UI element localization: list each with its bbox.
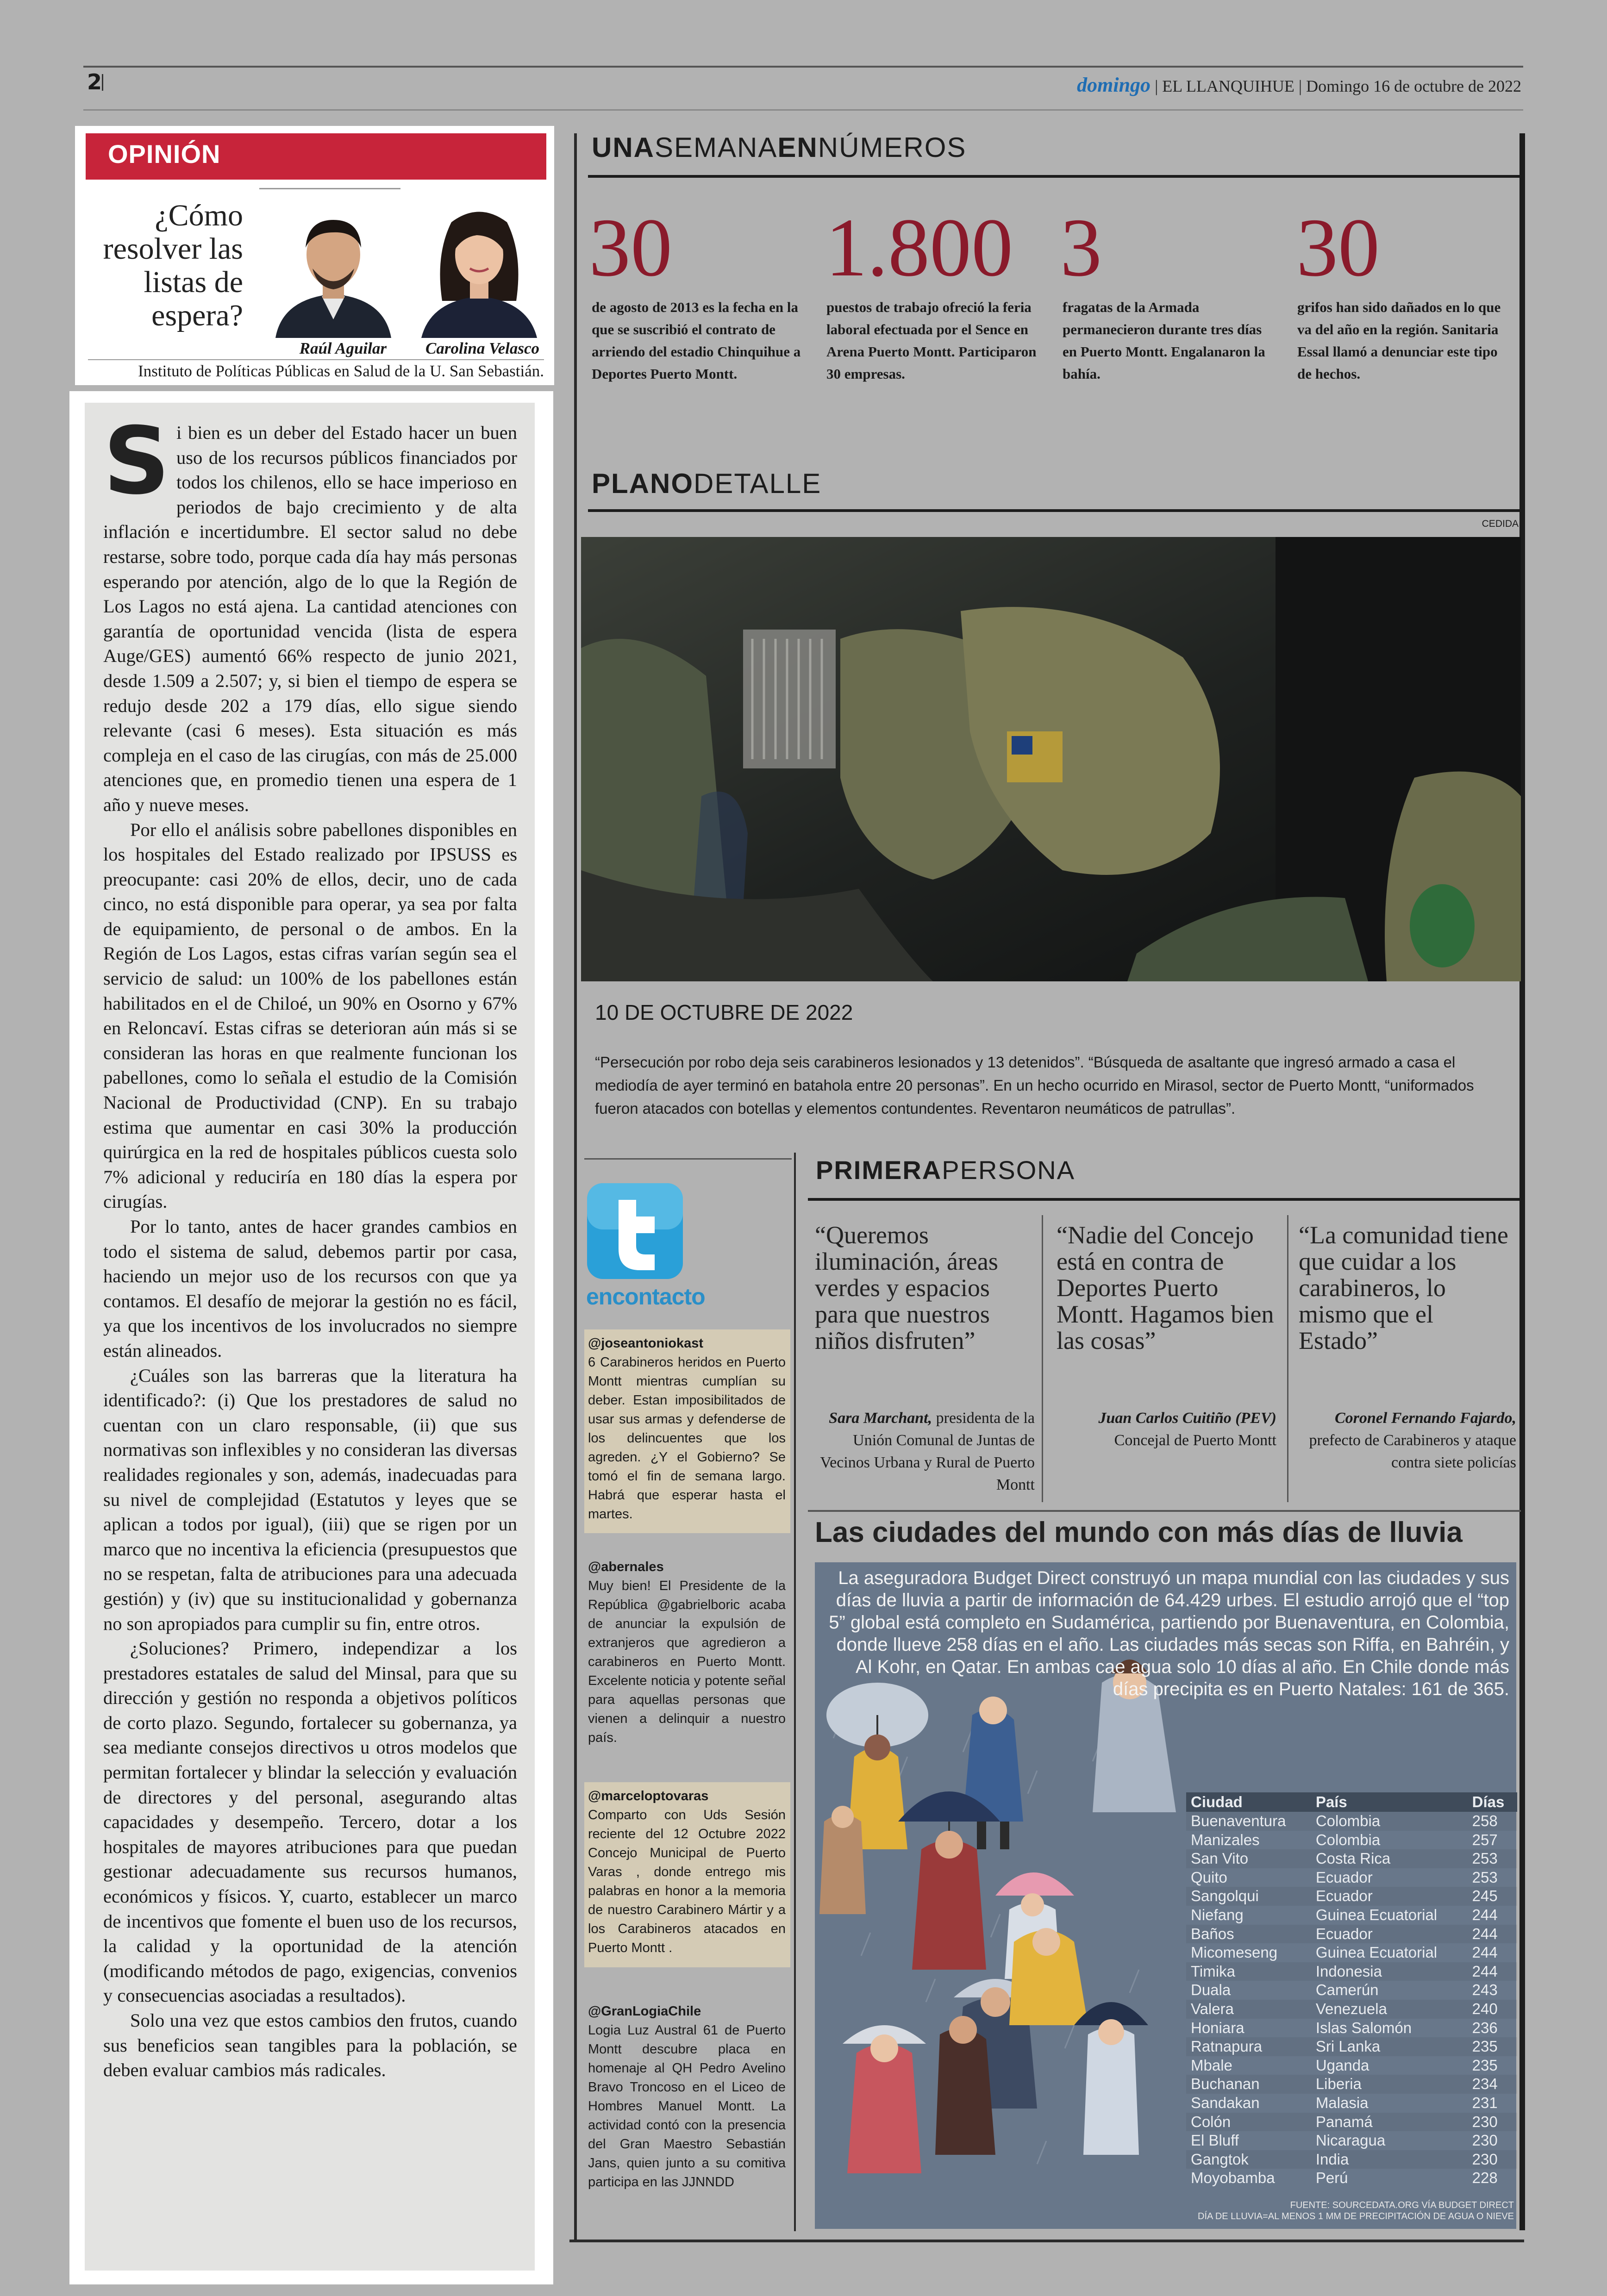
police-scene-illustration <box>581 537 1521 981</box>
twitter-icon <box>585 1181 685 1281</box>
opinion-rule <box>259 188 400 189</box>
cell-days: 244 <box>1472 1944 1498 1961</box>
cell-city: Colón <box>1186 2113 1311 2132</box>
table-row <box>1186 1831 1517 1850</box>
bottom-frame-rule <box>569 2240 1524 2242</box>
col-header-country: País <box>1311 1792 1468 1812</box>
una-semana-title: UNASEMANAENNÚMEROS <box>592 132 967 163</box>
quote-2-attribution: Juan Carlos Cuitiño (PEV) Concejal de Puerto Montt <box>1098 1410 1276 1449</box>
article-paragraph: Solo una vez que estos cambios den frutos, cuando sus beneficios sean tangibles para la población, se deben evaluar cambios más radicales. <box>103 2010 517 2081</box>
quote-1-attribution: Sara Marchant, presidenta de la Unión Comunal de Juntas de Vecinos Urbana y Rural de Puerto Montt <box>820 1410 1035 1493</box>
table-row <box>1186 1849 1517 1868</box>
page-number: 2 <box>87 69 102 94</box>
table-row <box>1186 2056 1517 2075</box>
primera-persona-title: PRIMERAPERSONA <box>816 1155 1076 1185</box>
rain-intro: La aseguradora Budget Direct construyó un mapa mundial con las ciudades y sus días de lluvia a partir de información de 64.429 urbes. El estudio arrojó que el “top 5” global está completo en Sudamérica, partiendo por Buenaventura, en Colombia, donde llueve 258 días en el año. Las ciudades más secas son Riffa, en Bahréin, y Al Kohr, en Qatar. En ambas cae agua solo 10 días al año. En Chile donde más días precipita es en Puerto Natales: 161 de 365. <box>829 1568 1509 1699</box>
stat-number-4: 30 <box>1296 201 1380 293</box>
cell-country: Guinea Ecuatorial <box>1315 1906 1438 1923</box>
tweet-text: Logia Luz Austral 61 de Puerto Montt descubre placa en homenaje al QH Pedro Avelino Bravo Troncoso en el Liceo de Hombres Manuel Montt. La actividad contó con la presencia del Gran Maestro Sebastián Jans, quien junto a su comitiva participa en las JJNNDD <box>588 2023 786 2190</box>
cell-days: 253 <box>1472 1868 1498 1886</box>
header-top-rule <box>83 66 1523 68</box>
table-row <box>1186 1812 1517 1831</box>
table-row <box>1186 1887 1517 1906</box>
table-row <box>1186 1962 1517 1981</box>
tweet-2 <box>584 1553 790 1757</box>
cell-days: 235 <box>1468 2037 1517 2056</box>
table-row <box>1186 2075 1517 2094</box>
table-row <box>1186 2000 1517 2019</box>
article-paragraph: Por ello el análisis sobre pabellones disponibles en los hospitales del Estado realizado por IPSUSS es preocupante: casi 20% de ellos, decir, uno de cada cinco, no está disponible para operar, ya sea por falta de equipamiento, de personal o de ambos. En la Región de Los Lagos, estas cifras varían según sea el servicio de salud: un 100% de los pabellones están habilitados en el de Chiloé, un 90% en Osorno y 67% en Reloncaví. Estas cifras se deterioran aún más si se consideran las horas en que realmente funcionan los pabellones, como lo señala el estudio de la Comisión Nacional de Productividad (CNP). En su trabajo estima que aumentar en casi 30% la producción quirúrgica en la red de hospitales públicos cuesta solo 7% adicional y reduciría en 180 días la espera por cirugías. <box>103 819 517 1212</box>
cell-days: 244 <box>1472 1906 1498 1923</box>
article-paragraph: Por lo tanto, antes de hacer grandes cambios en todo el sistema de salud, debemos partir por casa, haciendo un mejor uso de los recursos con que ya contamos. El desafío de mejorar la gestión no es fácil, ya que los incentivos de los involucrados no siempre están alineados. <box>103 1216 517 1361</box>
cell-country: India <box>1311 2150 1468 2169</box>
cell-city: Buchanan <box>1186 2075 1311 2094</box>
table-row <box>1186 2019 1517 2038</box>
table-row <box>1186 1925 1517 1944</box>
cell-days: 257 <box>1472 1831 1498 1848</box>
cell-days: 244 <box>1468 1962 1517 1981</box>
cell-country: Costa Rica <box>1311 1849 1468 1868</box>
tweet-text: Comparto con Uds Sesión reciente del 12 Octubre 2022 Concejo Municipal de Puerto Varas , donde entrego mis palabras en honor a la memoria de nuestro Carabinero Mártir y a los Carabineros atacados en Puerto Montt . <box>588 1808 786 1955</box>
plano-detalle-title: PLANODETALLE <box>592 468 822 499</box>
cell-days: 244 <box>1468 1925 1517 1944</box>
stat-text-4: grifos han sido dañados en lo que va del año en la región. Sanitaria Essal llamó a denunciar este tipo de hechos. <box>1297 299 1501 382</box>
cell-country: Colombia <box>1315 1831 1381 1848</box>
cell-city: Mbale <box>1191 2056 1232 2074</box>
tweet-handle[interactable]: @marceloptovaras <box>588 1789 709 1803</box>
table-row <box>1186 2169 1517 2188</box>
header-bottom-rule <box>83 109 1523 111</box>
cell-city: Honiara <box>1191 2019 1244 2036</box>
article-paragraph: ¿Cuáles son las barreras que la literatura ha identificado?: (i) Que los prestadores de salud no cuentan con un claro responsable, (ii) que sus normativas son inflexibles y no consideran las diversas realidades regionales y son, además, inadecuadas para su nivel de complejidad (Estatutos y leyes que se aplican a todos por igual), (iii) que se rigen por un marco que no incentiva la eficiencia (presupuestos que no se respetan, falta de atribuciones para una adecuada gestión) y (iv) que su institucionalidad y gobernanza no son apropiados para cumplir su fin, entre otros. <box>103 1365 517 1634</box>
cell-country: Ecuador <box>1311 1887 1468 1906</box>
author-name-1: Raúl Aguilar <box>299 339 387 357</box>
photo-caption: “Persecución por robo deja seis carabineros lesionados y 13 detenidos”. “Búsqueda de asaltante que ingresó armado a casa el mediodía de ayer terminó en batahola entre 20 personas”. En un hecho ocurrido en Mirasol, sector de Puerto Montt, “uniformados fueron atacados con botellas y elementos contundentes. Reventaron neumáticos de patrullas”. <box>595 1054 1474 1117</box>
cell-city: Micomeseng <box>1191 1944 1278 1961</box>
encontacto-top-rule <box>584 1158 792 1160</box>
stat-text-2: puestos de trabajo ofreció la feria laboral efectuada por el Sence en Arena Puerto Montt. Participaron 30 empresas. <box>826 299 1037 382</box>
cell-city: Quito <box>1191 1868 1227 1886</box>
paragraph-text: i bien es un deber del Estado hacer un buen uso de los recursos públicos financiados por todos los chilenos, ello se hace imperioso en periodos de bajo crecimiento y de alta inflación e incertidumbre. El sector salud no debe restarse, sobre todo, porque cada día hay más personas esperando por atención, algo de lo que la Región de Los Lagos no está ajena. La cantidad atenciones con garantía de oportunidad vencida (lista de espera Auge/GES) aumentó 66% respecto de junio 2021, desde 1.509 a 2.507; y, si bien el tiempo de espera se redujo desde 202 a 179 días, ello sigue siendo relevante (casi 6 meses). Esta situación es más compleja en el caso de las cirugías, con más de 25.000 atenciones que, en promedio tienen una espera de 1 año y nueve meses. <box>103 422 517 815</box>
cell-city: Valera <box>1186 2000 1311 2019</box>
table-row <box>1186 2131 1517 2150</box>
col-header-city: Ciudad <box>1186 1792 1311 1812</box>
cell-days: 253 <box>1468 1849 1517 1868</box>
cell-days: 234 <box>1468 2075 1517 2094</box>
tweet-handle[interactable]: @joseantoniokast <box>588 1336 704 1351</box>
cell-city: San Vito <box>1186 1849 1311 1868</box>
quote-divider <box>1287 1215 1288 1502</box>
cell-city: Duala <box>1191 1981 1231 1999</box>
page-number-divider <box>102 74 103 91</box>
photo-date: 10 DE OCTUBRE DE 2022 <box>595 1000 853 1024</box>
cell-city: Moyobamba <box>1191 2169 1275 2187</box>
cell-days: 240 <box>1468 2000 1517 2019</box>
opinion-tag: OPINIÓN <box>86 133 546 180</box>
opinion-article-body <box>85 403 535 2271</box>
cell-country: Indonesia <box>1311 1962 1468 1981</box>
tweet-text: Muy bien! El Presidente de la República @gabrielboric acaba de anunciar la expulsión de extranjeros que agredieron a carabineros en Puerto Montt. Excelente noticia y potente señal para aquellas personas que vienen a delinquir a nuestro país. <box>588 1578 786 1745</box>
rain-table <box>1186 1792 1517 2188</box>
quote-3: “La comunidad tiene que cuidar a los carabineros, lo mismo que el Estado” <box>1299 1221 1508 1354</box>
cell-country: Sri Lanka <box>1311 2037 1468 2056</box>
quote-3-attribution: Coronel Fernando Fajardo, prefecto de Carabineros y ataque contra siete policías <box>1309 1410 1516 1471</box>
news-photo <box>581 537 1521 981</box>
tweet-4 <box>584 1997 790 2201</box>
tweet-text: 6 Carabineros heridos en Puerto Montt mientras cumplían su deber. Estan imposibilitados de usar sus armas y defenderse de los delincuentes que los agreden. ¿Y el Gobierno? Se tomó el fin de semana largo. Habrá que esperar hasta el martes. <box>588 1355 786 1522</box>
quote-2: “Nadie del Concejo está en contra de Deportes Puerto Montt. Hagamos bien las cosas” <box>1057 1221 1274 1354</box>
cell-country: Uganda <box>1315 2056 1369 2074</box>
rain-title: Las ciudades del mundo con más días de lluvia <box>815 1516 1463 1548</box>
primera-persona-rule <box>808 1198 1521 1201</box>
tweet-handle[interactable]: @abernales <box>588 1560 664 1574</box>
rain-source-line-1: FUENTE: SOURCEDATA.ORG VÍA BUDGET DIRECT <box>1290 2200 1514 2210</box>
opinion-question: ¿Cómo resolver las listas de espera? <box>103 199 243 332</box>
cell-country: Perú <box>1315 2169 1348 2187</box>
cell-days: 245 <box>1468 1887 1517 1906</box>
column-divider <box>794 1153 796 2231</box>
table-row <box>1186 2150 1517 2169</box>
tweet-3 <box>584 1782 790 1967</box>
header-masthead: domingo | EL LLANQUIHUE | Domingo 16 de octubre de 2022 <box>1077 74 1521 96</box>
left-frame-rule <box>574 133 577 2240</box>
stat-number-3: 3 <box>1060 201 1102 293</box>
cell-city: Niefang <box>1191 1906 1244 1923</box>
table-header-row <box>1186 1792 1517 1812</box>
article-paragraph <box>103 407 517 817</box>
tweet-handle[interactable]: @GranLogiaChile <box>588 2004 701 2019</box>
cell-country: Nicaragua <box>1315 2132 1386 2149</box>
cell-city: Sandakan <box>1191 2094 1260 2111</box>
author-name-2: Carolina Velasco <box>425 339 539 357</box>
cell-days: 230 <box>1472 2132 1498 2149</box>
stat-number-1: 30 <box>589 201 672 293</box>
cell-country: Ecuador <box>1311 1925 1468 1944</box>
cell-country: Colombia <box>1311 1812 1468 1831</box>
una-semana-rule <box>588 175 1521 178</box>
quote-1: “Queremos iluminación, áreas verdes y espacios para que nuestros niños disfruten” <box>815 1221 998 1354</box>
cell-country: Ecuador <box>1315 1868 1373 1886</box>
brand-domingo: domingo <box>1077 74 1151 96</box>
plano-detalle-rule <box>588 509 1521 512</box>
cell-country: Camerún <box>1315 1981 1379 1999</box>
newspaper-name: EL LLANQUIHUE <box>1162 77 1294 95</box>
author-institution: Instituto de Políticas Públicas en Salud de la U. San Sebastián. <box>88 359 544 381</box>
cell-country: Liberia <box>1311 2075 1468 2094</box>
rain-source-line-2: DÍA DE LLUVIA=AL MENOS 1 MM DE PRECIPITACIÓN DE AGUA O NIEVE <box>1198 2211 1514 2221</box>
cell-country: Guinea Ecuatorial <box>1315 1944 1438 1961</box>
cell-city: Buenaventura <box>1186 1812 1311 1831</box>
stat-text-1: de agosto de 2013 es la fecha en la que se suscribió el contrato de arriendo del estadio Chinquihue a Deportes Puerto Montt. <box>592 299 801 382</box>
drop-cap: S <box>103 407 170 515</box>
table-row <box>1186 1981 1517 2000</box>
table-row <box>1186 1906 1517 1925</box>
rain-source <box>1111 2200 1514 2222</box>
cell-city: Sangolqui <box>1186 1887 1311 1906</box>
cell-days: 230 <box>1468 2150 1517 2169</box>
cell-city: Timika <box>1186 1962 1311 1981</box>
header-date: Domingo 16 de octubre de 2022 <box>1306 77 1521 95</box>
cell-city: Baños <box>1186 1925 1311 1944</box>
table-row <box>1186 1943 1517 1962</box>
right-frame-rule <box>1519 133 1525 2230</box>
article-paragraph: ¿Soluciones? Primero, independizar a los prestadores estatales de salud del Minsal, para que su dirección y gestión no responda a objetivos políticos de corto plazo. Segundo, fortalecer su gobernanza, ya sea mediante consejos directivos u otros modelos que permitan fortalecer y blindar la selección y evaluación de directores y del personal, asegurando altas capacidades y desempeño. Tercero, dotar a los hospitales de mayores atribuciones para que puedan gestionar adecuadamente sus recursos humanos, económicos y físicos. Y, cuarto, establecer un marco de incentivos que fomente el buen uso de los recursos, la calidad y la oportunidad de la atención (modificando métodos de pago, exigencias, convenios y consecuencias asociadas a resultados). <box>103 1638 517 2006</box>
table-row <box>1186 2037 1517 2056</box>
cell-country: Venezuela <box>1311 2000 1468 2019</box>
cell-city: Gangtok <box>1186 2150 1311 2169</box>
cell-country: Panamá <box>1311 2113 1468 2132</box>
cell-city: Ratnapura <box>1186 2037 1311 2056</box>
rain-table-body <box>1186 1812 1517 2188</box>
stat-text-3: fragatas de la Armada permanecieron durante tres días en Puerto Montt. Engalanaron la bahía. <box>1063 299 1265 382</box>
cell-days: 236 <box>1472 2019 1498 2036</box>
cell-country: Islas Salomón <box>1315 2019 1412 2036</box>
rain-top-rule <box>808 1510 1521 1512</box>
author-photo-carolina-velasco <box>412 204 546 338</box>
table-row <box>1186 2094 1517 2113</box>
cell-days: 243 <box>1472 1981 1498 1999</box>
author-photo-raul-aguilar <box>257 204 410 338</box>
cell-days: 258 <box>1468 1812 1517 1831</box>
cell-city: Manizales <box>1191 1831 1260 1848</box>
cell-days: 230 <box>1468 2113 1517 2132</box>
quote-divider <box>1042 1215 1043 1502</box>
encontacto-label: encontacto <box>586 1284 705 1310</box>
cell-country: Malasia <box>1315 2094 1369 2111</box>
cell-days: 235 <box>1472 2056 1498 2074</box>
table-row <box>1186 1868 1517 1887</box>
tweet-1 <box>584 1329 790 1533</box>
col-header-days: Días <box>1468 1792 1517 1812</box>
cell-days: 228 <box>1472 2169 1498 2187</box>
table-row <box>1186 2113 1517 2132</box>
cell-days: 231 <box>1472 2094 1498 2111</box>
photo-credit: CEDIDA <box>1482 518 1519 529</box>
rain-table-wrap <box>1186 1792 1517 2188</box>
stat-number-2: 1.800 <box>825 201 1013 293</box>
cell-city: El Bluff <box>1191 2132 1239 2149</box>
